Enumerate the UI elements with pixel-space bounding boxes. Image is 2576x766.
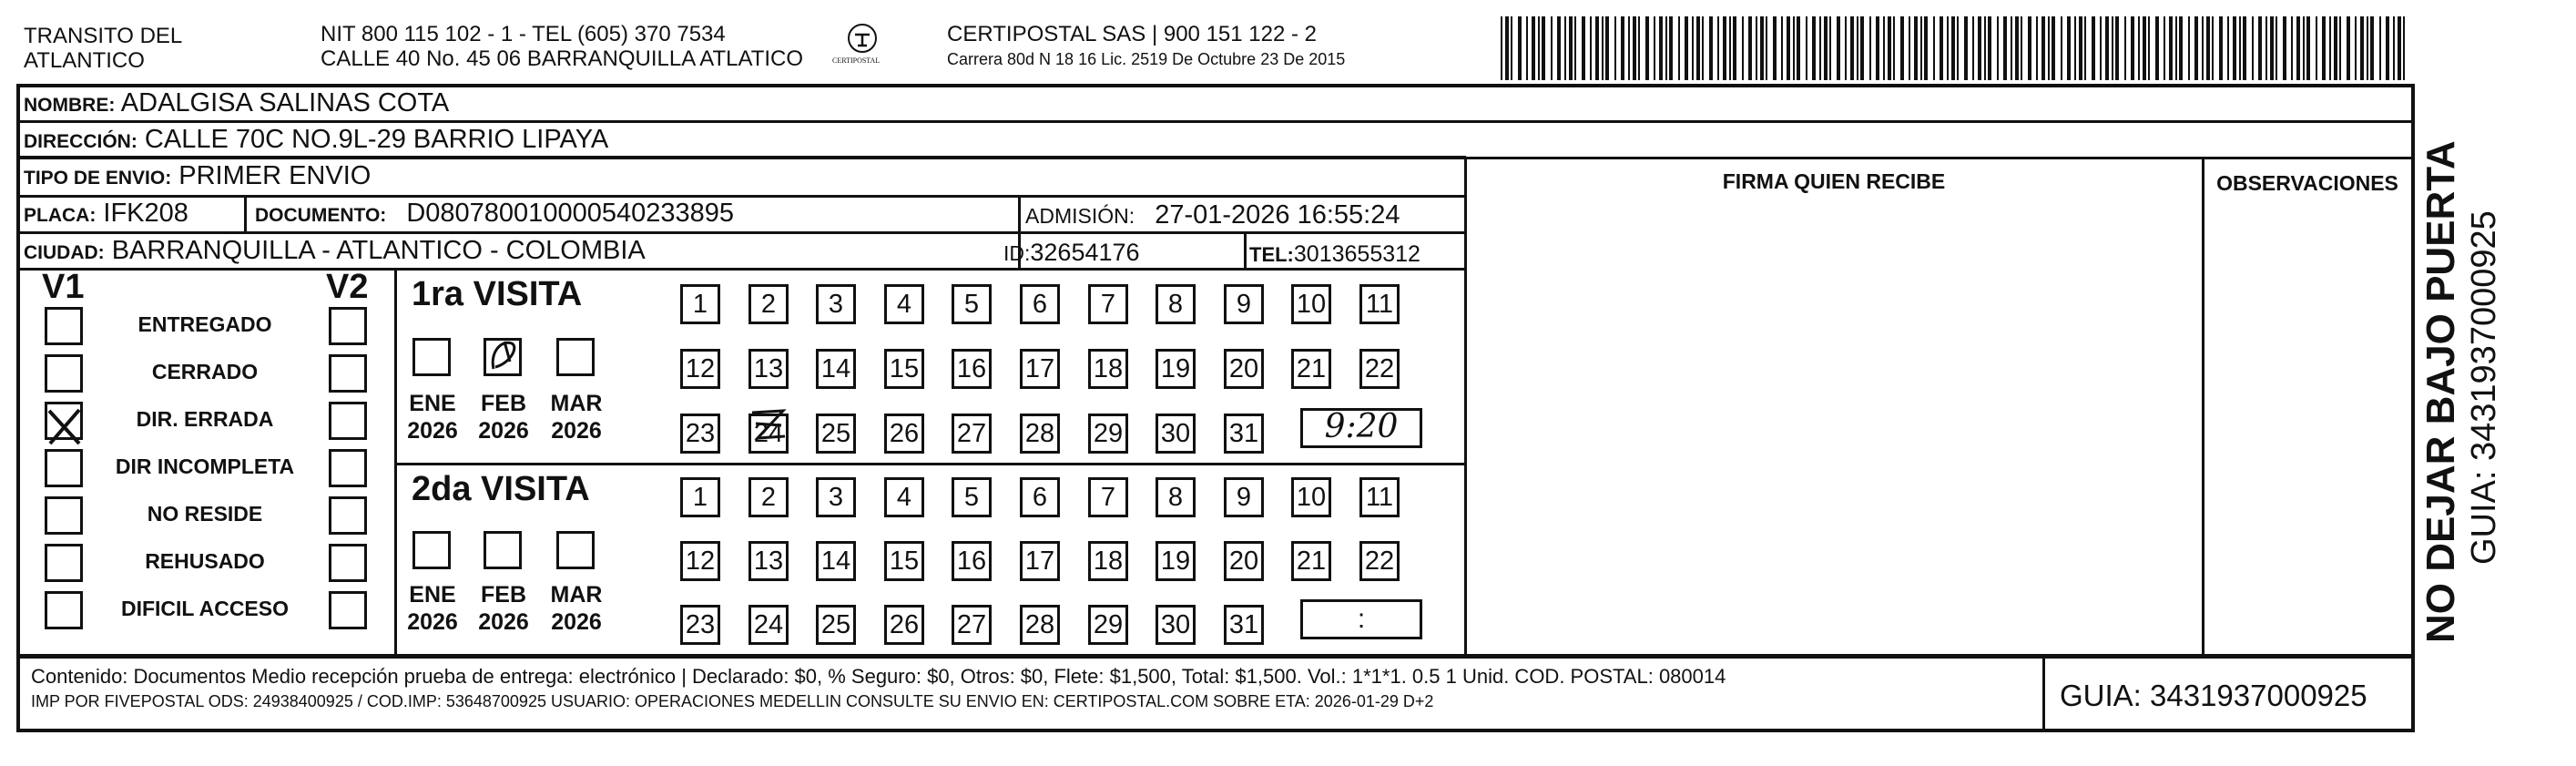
barcode-bar [2138, 16, 2140, 80]
barcode-bar [1812, 16, 1816, 80]
v1-checkbox[interactable] [45, 307, 83, 345]
barcode-bar [2291, 16, 2293, 80]
month-name: FEB [481, 391, 526, 416]
month-label [545, 390, 608, 444]
barcode-bar [2048, 16, 2050, 80]
barcode-bar [1947, 16, 1949, 80]
first-visit-title: 1ra VISITA [412, 275, 583, 313]
first-visit-day[interactable]: 10 [1291, 284, 1331, 324]
barcode-bar [1837, 16, 1840, 80]
v1-label: V1 [42, 268, 85, 306]
barcode-bar [1972, 16, 1974, 80]
admision-value: 27-01-2026 16:55:24 [1155, 200, 1400, 230]
first-visit-day[interactable]: 16 [952, 349, 992, 389]
barcode-bar [2092, 16, 2095, 80]
second-visit-day[interactable]: 14 [816, 541, 856, 581]
side-guia: GUIA: 3431937000925 [2465, 210, 2503, 565]
second-visit-day[interactable]: 2 [748, 477, 789, 517]
second-visit-day[interactable]: 9 [1224, 477, 1264, 517]
barcode-bar [1964, 16, 1968, 80]
tipo-envio-row: TIPO DE ENVIO: PRIMER ENVIO [24, 161, 372, 190]
barcode-bar [2028, 16, 2031, 80]
barcode-bar [1542, 16, 1545, 80]
barcode-bar [1793, 16, 1795, 80]
barcode-bar [2015, 16, 2019, 80]
barcode-bar [1742, 16, 1744, 80]
barcode-bar [1532, 16, 1535, 80]
barcode-bar [2303, 16, 2305, 80]
barcode-bar [2355, 16, 2357, 80]
first-visit-day[interactable]: 28 [1020, 414, 1060, 454]
second-visit-day[interactable]: 8 [1156, 477, 1196, 517]
second-visit-day[interactable]: 12 [680, 541, 720, 581]
first-visit-day[interactable]: 2 [748, 284, 789, 324]
barcode-bar [2206, 16, 2210, 80]
status-label: NO RESIDE [147, 502, 263, 526]
footer-guia: GUIA: 3431937000925 [2060, 679, 2367, 712]
barcode-bar [1909, 16, 1910, 80]
second-visit-day[interactable]: 31 [1224, 605, 1264, 645]
day-24-handwritten-mark [747, 403, 789, 445]
status-label: REHUSADO [145, 549, 265, 573]
barcode-bar [1569, 16, 1573, 80]
v1-checkbox[interactable] [45, 449, 83, 487]
barcode-bar [2252, 16, 2254, 80]
barcode-bar [1957, 16, 1959, 80]
second-visit-day[interactable]: 17 [1020, 541, 1060, 581]
certipostal-logo [830, 20, 894, 71]
first-visit-day[interactable]: 24 [748, 414, 789, 454]
barcode-bar [1951, 16, 1955, 80]
barcode-bar [1824, 16, 1828, 80]
barcode-bar [1501, 16, 1502, 80]
second-visit-day[interactable]: 26 [884, 605, 924, 645]
first-visit-day[interactable]: 25 [816, 414, 856, 454]
barcode-bar [1602, 16, 1604, 80]
barcode-bar [1511, 16, 1512, 80]
admision-row: ADMISIÓN: 27-01-2026 16:55:24 [1025, 200, 1400, 230]
barcode-bar [2360, 16, 2364, 80]
barcode-bar [2169, 16, 2173, 80]
second-visit-day[interactable]: 18 [1088, 541, 1128, 581]
v1-checkbox[interactable] [45, 354, 83, 393]
barcode-bar [2131, 16, 2134, 80]
barcode-bar [1574, 16, 1576, 80]
barcode-bar [1518, 16, 1522, 80]
barcode-bar [1914, 16, 1918, 80]
barcode-bar [2265, 16, 2267, 80]
first-visit-day[interactable]: 19 [1156, 349, 1196, 389]
barcode-bar [2079, 16, 2082, 80]
first-visit-day[interactable]: 11 [1359, 284, 1400, 324]
first-visit-day[interactable]: 15 [884, 349, 924, 389]
barcode-bar [2329, 16, 2331, 80]
month-label [472, 581, 535, 636]
second-visit-day[interactable]: 16 [952, 541, 992, 581]
barcode-bar [1628, 16, 1630, 80]
barcode-bar [1845, 16, 1847, 80]
barcode-bar [1893, 16, 1895, 80]
barcode-bar [1595, 16, 1599, 80]
second-visit-day[interactable]: 11 [1359, 477, 1400, 517]
barcode-bar [1654, 16, 1655, 80]
barcode-bar [1869, 16, 1871, 80]
barcode-bar [2316, 16, 2317, 80]
first-visit-day[interactable]: 4 [884, 284, 924, 324]
second-visit-day[interactable]: 22 [1359, 541, 1400, 581]
barcode-bar [1900, 16, 1904, 80]
barcode-bar [2227, 16, 2229, 80]
no-dejar-bajo-puerta: NO DEJAR BAJO PUERTA [2418, 140, 2463, 643]
v2-checkbox[interactable] [329, 354, 367, 393]
barcode-bar [1806, 16, 1807, 80]
first-visit-day[interactable]: 1 [680, 284, 720, 324]
month-checkbox-ene[interactable] [412, 531, 451, 569]
id-row: ID:32654176 [1003, 239, 1140, 266]
dir-errada-x-mark [45, 407, 83, 445]
second-visit-day[interactable]: 10 [1291, 477, 1331, 517]
first-visit-day[interactable]: 29 [1088, 414, 1128, 454]
month-name: MAR [550, 391, 603, 416]
barcode-bar [2112, 16, 2113, 80]
barcode-bar [2194, 16, 2198, 80]
barcode-bar [1605, 16, 1609, 80]
barcode-bar [2124, 16, 2126, 80]
barcode-bar [2398, 16, 2401, 80]
imp-text: IMP POR FIVEPOSTAL ODS: 24938400925 / COD.IMP: 53648700925 USUARIO: OPERACIONES MEDELLIN CONSULTE SU ENVIO EN: CERTIPOSTAL.COM SOBRE ETA: 2026-01-29 D+2 [31, 692, 1434, 710]
barcode-bar [1984, 16, 1986, 80]
firma-header: FIRMA QUIEN RECIBE [1722, 169, 1946, 193]
barcode-bar [1756, 16, 1757, 80]
barcode-bar [2296, 16, 2300, 80]
status-label: DIR. ERRADA [136, 407, 274, 431]
signature-area[interactable] [1466, 189, 2202, 656]
barcode-bar [1665, 16, 1667, 80]
first-visit-day[interactable]: 9 [1224, 284, 1264, 324]
status-label: DIR INCOMPLETA [115, 454, 295, 478]
barcode-bar [1781, 16, 1783, 80]
month-checkbox-ene[interactable] [412, 338, 451, 376]
barcode-bar [1797, 16, 1800, 80]
barcode-bar [2270, 16, 2274, 80]
second-visit-day[interactable]: 7 [1088, 477, 1128, 517]
month-label [401, 581, 464, 636]
v2-checkbox[interactable] [329, 544, 367, 582]
first-visit-day[interactable]: 14 [816, 349, 856, 389]
barcode-bar [2386, 16, 2389, 80]
second-visit-day[interactable]: 27 [952, 605, 992, 645]
barcode-bar [1717, 16, 1719, 80]
direccion-value: CALLE 70C NO.9L-29 BARRIO LIPAYA [144, 125, 609, 154]
feb-handwritten-mark [483, 336, 521, 374]
barcode-bar [1883, 16, 1885, 80]
month-name: MAR [550, 582, 603, 608]
barcode-bar [1760, 16, 1764, 80]
barcode-bar [2258, 16, 2262, 80]
barcode-bar [1669, 16, 1673, 80]
month-year: 2026 [407, 418, 458, 444]
month-name: ENE [409, 582, 456, 608]
direccion-row: DIRECCIÓN: CALLE 70C NO.9L-29 BARRIO LIPAYA [24, 125, 609, 154]
barcode-bar [1819, 16, 1821, 80]
first-visit-day[interactable]: 7 [1088, 284, 1128, 324]
second-visit-day[interactable]: 4 [884, 477, 924, 517]
second-visit-day[interactable]: 30 [1156, 605, 1196, 645]
v2-checkbox[interactable] [329, 591, 367, 629]
barcode-bar [1696, 16, 1700, 80]
month-name: ENE [409, 391, 456, 416]
barcode-bar [2021, 16, 2022, 80]
barcode-bar [2202, 16, 2204, 80]
month-label [545, 581, 608, 636]
v1-checkbox[interactable] [45, 496, 83, 535]
nombre-value: ADALGISA SALINAS COTA [120, 88, 450, 117]
barcode-bar [2148, 16, 2150, 80]
barcode-bar [1505, 16, 1509, 80]
barcode-bar [1829, 16, 1831, 80]
barcode-bar [1702, 16, 1704, 80]
barcode-bar [1787, 16, 1790, 80]
second-visit-day[interactable]: 20 [1224, 541, 1264, 581]
sender-name: TRANSITO DEL ATLANTICO [24, 24, 183, 73]
nombre-row: NOMBRE: ADALGISA SALINAS COTA [24, 88, 450, 117]
barcode-bar [2105, 16, 2109, 80]
second-visit-day[interactable]: 23 [680, 605, 720, 645]
status-label: ENTREGADO [137, 312, 272, 336]
barcode-bar [1614, 16, 1616, 80]
second-visit-day[interactable]: 5 [952, 477, 992, 517]
first-visit-day[interactable]: 31 [1224, 414, 1264, 454]
barcode-bar [1723, 16, 1726, 80]
barcode-bar [1709, 16, 1713, 80]
first-visit-day[interactable]: 13 [748, 349, 789, 389]
contenido-text: Contenido: Documentos Medio recepción prueba de entrega: electrónico | Declarado: $0, % Seguro: $0, Otros: $0, Flete: $1,500, Total: $1,500. Vol.: 1*1*1. 0.5 1 Unid. COD. POSTAL: 080014 [31, 665, 1726, 688]
second-visit-day[interactable]: 6 [1020, 477, 1060, 517]
barcode-bar [2283, 16, 2286, 80]
second-visit-day[interactable]: 21 [1291, 541, 1331, 581]
id-value: 32654176 [1030, 239, 1140, 266]
second-visit-time[interactable]: : [1300, 599, 1422, 639]
barcode-bar [1920, 16, 1922, 80]
barcode-bar [1590, 16, 1592, 80]
barcode-bar [1729, 16, 1731, 80]
month-name: FEB [481, 582, 526, 608]
logo-text: CERTIPOSTAL [832, 56, 881, 65]
sender-contact: NIT 800 115 102 - 1 - TEL (605) 370 7534 CALLE 40 No. 45 06 BARRANQUILLA ATLATICO [321, 22, 804, 71]
barcode-bar [1988, 16, 1991, 80]
first-visit-day[interactable]: 20 [1224, 349, 1264, 389]
barcode-bar [2339, 16, 2341, 80]
barcode-bar [1645, 16, 1649, 80]
second-visit-day[interactable]: 15 [884, 541, 924, 581]
barcode-bar [2367, 16, 2368, 80]
barcode-bar [2155, 16, 2159, 80]
barcode-bar [1888, 16, 1891, 80]
v2-checkbox[interactable] [329, 402, 367, 440]
second-visit-day[interactable]: 29 [1088, 605, 1128, 645]
barcode [1501, 16, 2411, 80]
barcode-bar [1659, 16, 1663, 80]
barcode-bar [1978, 16, 1981, 80]
barcode-bar [2322, 16, 2326, 80]
first-visit-day[interactable]: 30 [1156, 414, 1196, 454]
first-visit-day[interactable]: 8 [1156, 284, 1196, 324]
second-visit-day[interactable]: 13 [748, 541, 789, 581]
barcode-bar [2306, 16, 2310, 80]
barcode-bar [2276, 16, 2277, 80]
first-visit-day[interactable]: 5 [952, 284, 992, 324]
month-checkbox-mar[interactable] [556, 338, 595, 376]
barcode-bar [1551, 16, 1553, 80]
barcode-bar [2347, 16, 2350, 80]
barcode-bar [2041, 16, 2045, 80]
month-checkbox-mar[interactable] [556, 531, 595, 569]
barcode-bar [2243, 16, 2246, 80]
month-year: 2026 [407, 609, 458, 635]
v2-checkbox[interactable] [329, 496, 367, 535]
barcode-bar [1876, 16, 1879, 80]
tipo-envio-value: PRIMER ENVIO [178, 161, 372, 190]
barcode-bar [1638, 16, 1640, 80]
barcode-bar [1748, 16, 1752, 80]
barcode-bar [2179, 16, 2183, 80]
month-label [401, 390, 464, 444]
barcode-bar [1526, 16, 1528, 80]
first-visit-time[interactable]: 9:20 [1300, 408, 1422, 448]
ciudad-row: CIUDAD: BARRANQUILLA - ATLANTICO - COLOMBIA [24, 236, 646, 265]
v2-checkbox[interactable] [329, 307, 367, 345]
barcode-bar [1564, 16, 1566, 80]
barcode-bar [1582, 16, 1585, 80]
barcode-bar [1850, 16, 1854, 80]
barcode-bar [2115, 16, 2119, 80]
barcode-bar [2143, 16, 2146, 80]
v1-checkbox[interactable] [45, 591, 83, 629]
v1-checkbox[interactable] [45, 544, 83, 582]
barcode-bar [2003, 16, 2007, 80]
barcode-bar [2239, 16, 2241, 80]
first-visit-day[interactable]: 26 [884, 414, 924, 454]
tel-value: 3013655312 [1293, 241, 1420, 267]
status-label: DIFICIL ACCESO [120, 597, 289, 620]
second-visit-day[interactable]: 1 [680, 477, 720, 517]
barcode-bar [1685, 16, 1688, 80]
first-visit-day[interactable]: 12 [680, 349, 720, 389]
barcode-bar [1678, 16, 1680, 80]
v2-checkbox[interactable] [329, 449, 367, 487]
month-label [472, 390, 535, 444]
month-year: 2026 [551, 418, 602, 444]
barcode-bar [2212, 16, 2214, 80]
barcode-bar [2175, 16, 2177, 80]
barcode-bar [1766, 16, 1767, 80]
barcode-bar [2403, 16, 2405, 80]
first-visit-day[interactable]: 6 [1020, 284, 1060, 324]
carrier-info: CERTIPOSTAL SAS | 900 151 122 - 2 Carrera 80d N 18 16 Lic. 2519 De Octubre 23 De 2015 [947, 22, 1346, 68]
month-year: 2026 [478, 418, 529, 444]
barcode-bar [1997, 16, 1999, 80]
documento-row: DOCUMENTO: D080780010000540233895 [255, 199, 734, 228]
observaciones-header: OBSERVACIONES [2216, 171, 2398, 195]
barcode-bar [2233, 16, 2236, 80]
month-checkbox-feb[interactable] [484, 531, 522, 569]
second-visit-day[interactable]: 19 [1156, 541, 1196, 581]
first-visit-day[interactable]: 3 [816, 284, 856, 324]
second-visit-day[interactable]: 25 [816, 605, 856, 645]
barcode-bar [1924, 16, 1928, 80]
barcode-bar [1933, 16, 1935, 80]
barcode-bar [2084, 16, 2086, 80]
first-visit-day[interactable]: 18 [1088, 349, 1128, 389]
barcode-bar [2188, 16, 2190, 80]
second-visit-title: 2da VISITA [412, 470, 590, 508]
second-visit-day[interactable]: 24 [748, 605, 789, 645]
barcode-bar [1692, 16, 1694, 80]
barcode-bar [1621, 16, 1624, 80]
barcode-bar [2036, 16, 2038, 80]
barcode-bar [1773, 16, 1777, 80]
barcode-bar [2061, 16, 2062, 80]
barcode-bar [2052, 16, 2055, 80]
barcode-bar [1860, 16, 1864, 80]
placa-value: IFK208 [103, 199, 188, 228]
barcode-bar [1633, 16, 1636, 80]
first-visit-day[interactable]: 22 [1359, 349, 1400, 389]
placa-row: PLACA: IFK208 [24, 199, 188, 228]
barcode-bar [2011, 16, 2012, 80]
second-visit-day[interactable]: 28 [1020, 605, 1060, 645]
documento-value: D080780010000540233895 [406, 199, 734, 228]
barcode-bar [1557, 16, 1561, 80]
observations-area[interactable] [2204, 189, 2411, 656]
barcode-bar [2393, 16, 2395, 80]
second-visit-day[interactable]: 3 [816, 477, 856, 517]
barcode-bar [2334, 16, 2337, 80]
month-year: 2026 [478, 609, 529, 635]
v2-label: V2 [326, 268, 369, 306]
first-visit-day[interactable]: 27 [952, 414, 992, 454]
barcode-bar [1857, 16, 1858, 80]
barcode-bar [1733, 16, 1736, 80]
first-visit-day[interactable]: 21 [1291, 349, 1331, 389]
barcode-bar [2100, 16, 2102, 80]
barcode-bar [1538, 16, 1540, 80]
tel-row: TEL:3013655312 [1249, 241, 1420, 267]
barcode-bar [2370, 16, 2374, 80]
barcode-bar [2164, 16, 2165, 80]
ciudad-value: BARRANQUILLA - ATLANTICO - COLOMBIA [111, 236, 646, 265]
barcode-bar [2379, 16, 2381, 80]
first-visit-day[interactable]: 23 [680, 414, 720, 454]
barcode-bar [2067, 16, 2071, 80]
first-visit-day[interactable]: 17 [1020, 349, 1060, 389]
barcode-bar [2074, 16, 2076, 80]
status-label: CERRADO [151, 360, 259, 383]
barcode-bar [2219, 16, 2223, 80]
month-year: 2026 [551, 609, 602, 635]
barcode-bar [1940, 16, 1943, 80]
